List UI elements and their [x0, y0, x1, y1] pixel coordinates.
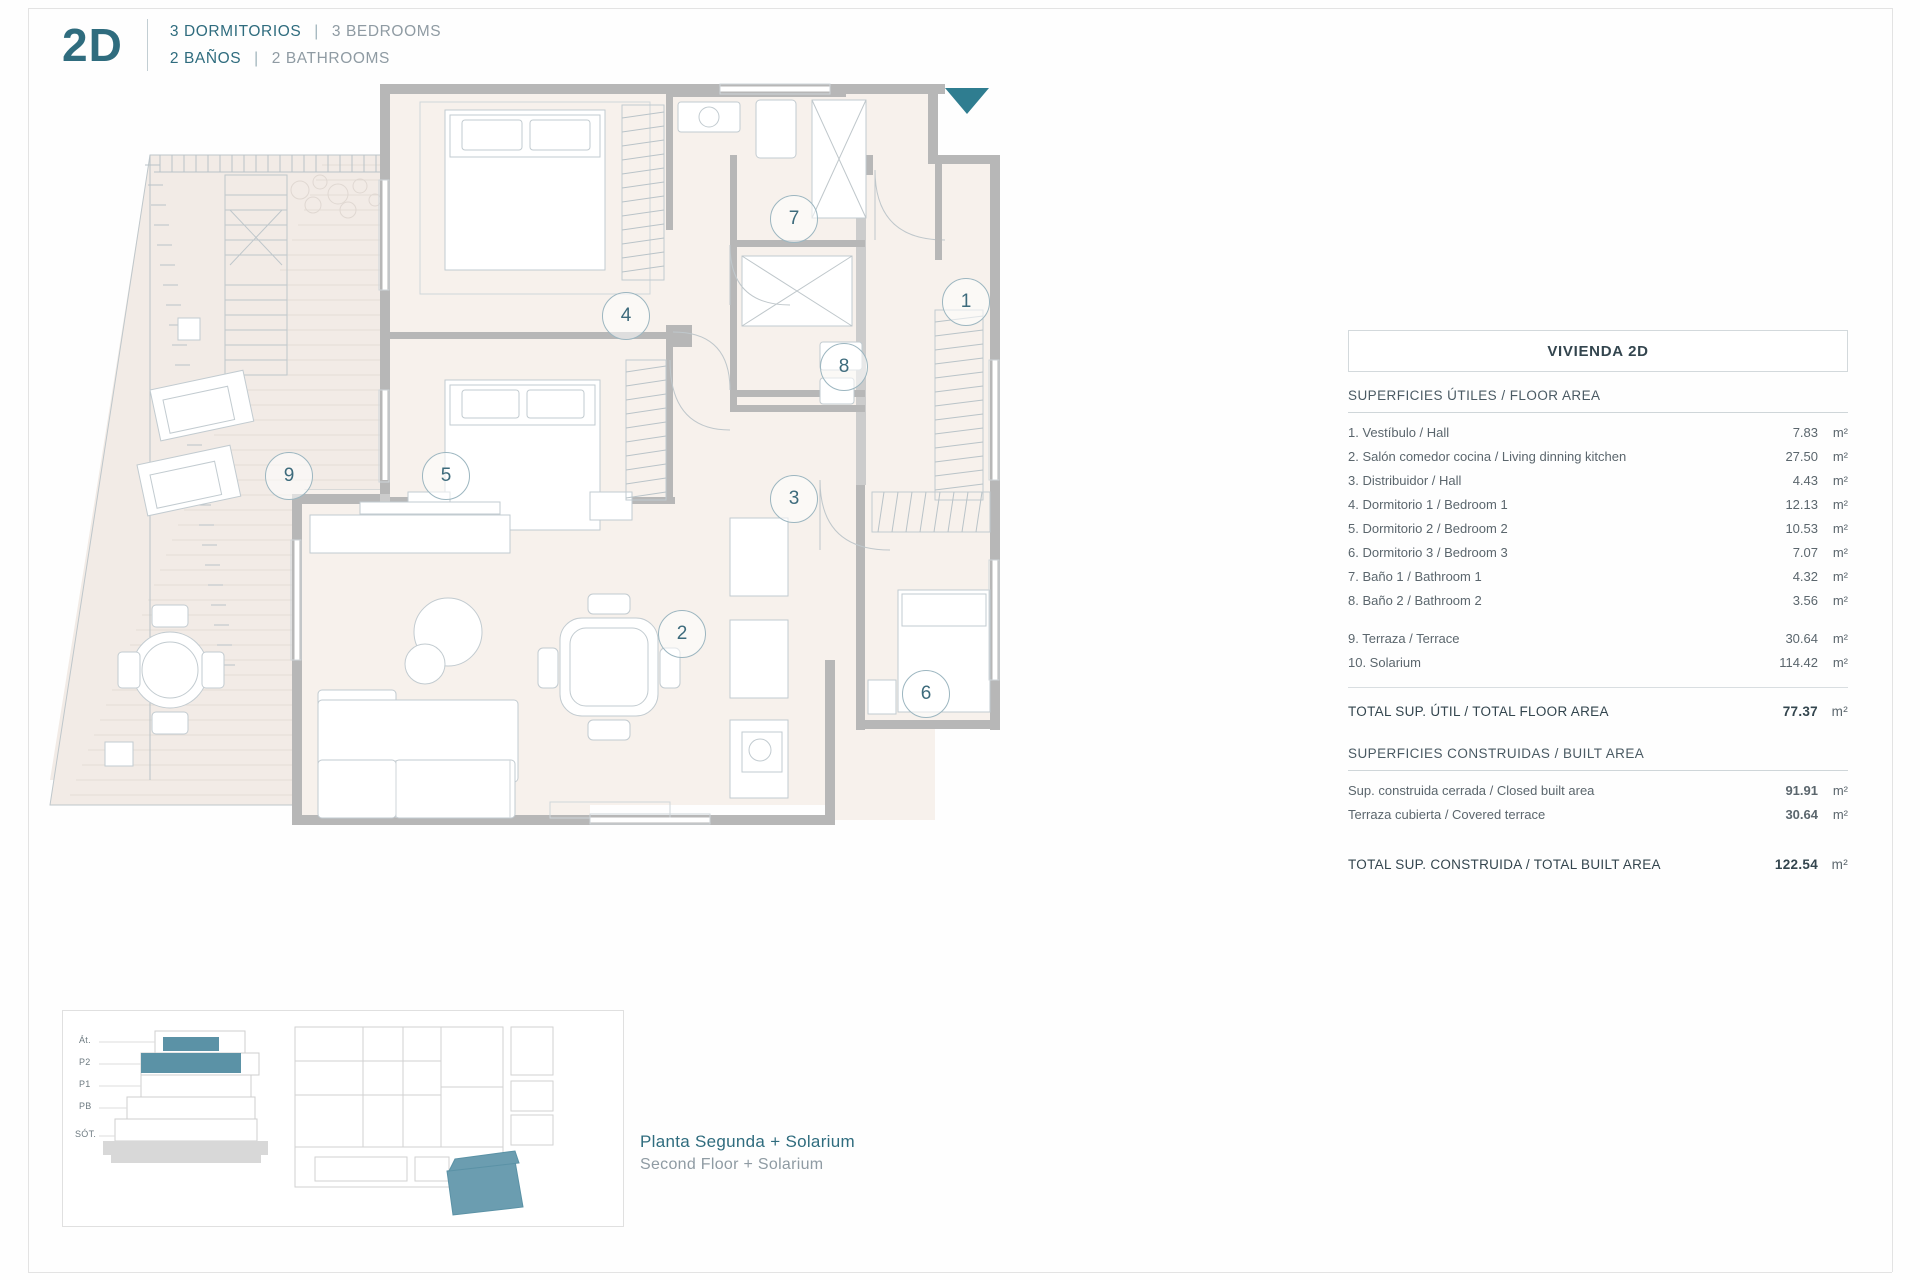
- total-floor-rule: [1348, 687, 1848, 688]
- area-row-9: [1348, 627, 1848, 651]
- total-built-area-row: [1348, 853, 1848, 877]
- total-built-area-unit: m²: [1831, 857, 1848, 872]
- area-row-value: 3.56: [1792, 593, 1818, 608]
- area-row-value: 12.13: [1785, 497, 1818, 512]
- room-number-3: 3: [770, 475, 818, 523]
- room-number-8: 8: [820, 343, 868, 391]
- panel-title: VIVIENDA 2D: [1547, 342, 1649, 360]
- keyplan-level-pb: PB: [79, 1101, 92, 1111]
- header-sep-2: |: [254, 50, 259, 67]
- area-row-7: [1348, 565, 1848, 589]
- key-plan-caption-es: Planta Segunda + Solarium: [640, 1132, 855, 1151]
- area-row-label: 2. Salón comedor cocina / Living dinning kitchen: [1348, 449, 1627, 464]
- area-row-value: 114.42: [1779, 655, 1818, 670]
- total-floor-area-unit: m²: [1831, 704, 1848, 719]
- bathrooms-label-es: 2 BAÑOS: [169, 50, 242, 67]
- area-row-label: 4. Dormitorio 1 / Bedroom 1: [1348, 497, 1508, 512]
- area-row-2: [1348, 445, 1848, 469]
- room-number-1: 1: [942, 278, 990, 326]
- built-row-1: [1348, 779, 1848, 803]
- built-row-value: 91.91: [1785, 783, 1818, 798]
- bedrooms-label-es: 3 DORMITORIOS: [169, 23, 302, 40]
- total-built-area-value: 122.54: [1774, 857, 1818, 872]
- frame-line-left: [28, 8, 29, 1272]
- panel-title-box: [1348, 330, 1848, 372]
- keyplan-level-p2: P2: [79, 1057, 91, 1067]
- section-rule-1: [1348, 412, 1848, 413]
- frame-line-bottom: [28, 1272, 1892, 1273]
- room-number-9: 9: [265, 452, 313, 500]
- built-row-label: Sup. construida cerrada / Closed built area: [1348, 783, 1595, 798]
- area-row-label: 9. Terraza / Terrace: [1348, 631, 1460, 646]
- keyplan-level-p1: P1: [79, 1079, 91, 1089]
- keyplan-level-at: Át.: [79, 1035, 91, 1045]
- area-row-value: 4.43: [1792, 473, 1818, 488]
- area-row-10: [1348, 651, 1848, 675]
- total-built-area-label: TOTAL SUP. CONSTRUIDA / TOTAL BUILT AREA: [1348, 857, 1661, 872]
- bedrooms-label-en: 3 BEDROOMS: [331, 23, 442, 40]
- area-row-4: [1348, 493, 1848, 517]
- area-row-value: 7.83: [1792, 425, 1818, 440]
- area-row-unit: m²: [1832, 631, 1848, 646]
- area-row-value: 4.32: [1792, 569, 1818, 584]
- area-row-unit: m²: [1832, 521, 1848, 536]
- unit-code: 2D: [62, 19, 123, 71]
- area-row-5: [1348, 517, 1848, 541]
- area-row-unit: m²: [1832, 593, 1848, 608]
- room-number-4: 4: [602, 292, 650, 340]
- north-arrow-icon: [945, 88, 989, 114]
- room-number-5: 5: [422, 452, 470, 500]
- total-floor-area-row: [1348, 700, 1848, 724]
- area-row-label: 10. Solarium: [1348, 655, 1421, 670]
- area-row-value: 30.64: [1785, 631, 1818, 646]
- area-row-6: [1348, 541, 1848, 565]
- key-plan-caption-en: Second Floor + Solarium: [640, 1156, 824, 1173]
- area-list-gap: [1348, 613, 1848, 627]
- key-plan: [62, 1010, 624, 1227]
- built-row-unit: m²: [1832, 807, 1848, 822]
- floor-area-section-title: SUPERFICIES ÚTILES / FLOOR AREA: [1348, 388, 1601, 403]
- section-rule-2: [1348, 770, 1848, 771]
- area-row-unit: m²: [1832, 569, 1848, 584]
- room-number-6: 6: [902, 670, 950, 718]
- area-row-label: 3. Distribuidor / Hall: [1348, 473, 1462, 488]
- area-row-3: [1348, 469, 1848, 493]
- built-row-label: Terraza cubierta / Covered terrace: [1348, 807, 1546, 822]
- built-row-value: 30.64: [1785, 807, 1818, 822]
- built-area-section-title: SUPERFICIES CONSTRUIDAS / BUILT AREA: [1348, 746, 1645, 761]
- room-number-7: 7: [770, 195, 818, 243]
- area-row-label: 7. Baño 1 / Bathroom 1: [1348, 569, 1482, 584]
- total-floor-area-label: TOTAL SUP. ÚTIL / TOTAL FLOOR AREA: [1348, 704, 1609, 719]
- area-row-value: 27.50: [1785, 449, 1818, 464]
- area-row-unit: m²: [1832, 545, 1848, 560]
- frame-line-right: [1892, 8, 1893, 1272]
- keyplan-level-sot: SÓT.: [75, 1129, 97, 1139]
- area-row-unit: m²: [1832, 425, 1848, 440]
- area-row-value: 7.07: [1792, 545, 1818, 560]
- key-plan-caption: [640, 1132, 855, 1174]
- areas-panel: [1348, 330, 1848, 877]
- header-sep-1: |: [314, 23, 319, 40]
- room-number-2: 2: [658, 610, 706, 658]
- area-row-unit: m²: [1832, 655, 1848, 670]
- area-row-1: [1348, 421, 1848, 445]
- area-row-label: 6. Dormitorio 3 / Bedroom 3: [1348, 545, 1508, 560]
- area-row-unit: m²: [1832, 497, 1848, 512]
- bathrooms-label-en: 2 BATHROOMS: [271, 50, 390, 67]
- area-row-8: [1348, 589, 1848, 613]
- area-row-label: 8. Baño 2 / Bathroom 2: [1348, 593, 1482, 608]
- frame-line-top: [28, 8, 1892, 9]
- built-row-unit: m²: [1832, 783, 1848, 798]
- area-row-unit: m²: [1832, 473, 1848, 488]
- area-row-label: 5. Dormitorio 2 / Bedroom 2: [1348, 521, 1508, 536]
- total-floor-area-value: 77.37: [1782, 704, 1818, 719]
- floorplan-drawing: [30, 60, 1360, 1020]
- area-row-value: 10.53: [1785, 521, 1818, 536]
- area-row-unit: m²: [1832, 449, 1848, 464]
- built-row-2: [1348, 803, 1848, 827]
- area-row-label: 1. Vestíbulo / Hall: [1348, 425, 1450, 440]
